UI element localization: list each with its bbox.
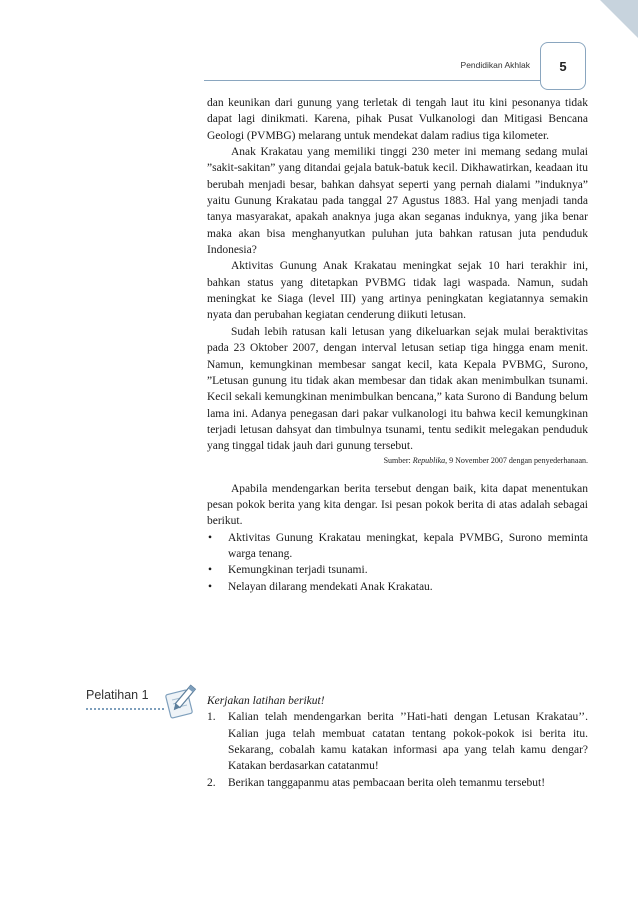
- source-prefix: Sumber:: [383, 455, 413, 465]
- paragraph-3: Aktivitas Gunung Anak Krakatau meningkat sejak 10 hari terakhir ini, bahkan status yang ditetapkan PVBMG tidak lagi waspada. Namun, sudah meningkat ke Siaga (level III) yang artinya peningkatan kegiatannya semakin nyata dan perubahan kegiatan cenderung diikuti letusan.: [207, 260, 588, 322]
- bullet-glyph: •: [208, 564, 213, 577]
- list-item: [207, 562, 588, 578]
- paragraph-1: dan keunikan dari gunung yang terletak di tengah laut itu kini pesonanya tidak dapat lagi dinikmati. Karena, pihak Pusat Vulkanologi dan Mitigasi Bencana Geologi (PVMBG) melarang untuk mendekat dalam radius tiga kilometer.: [207, 97, 588, 142]
- summary-intro: Apabila mendengarkan berita tersebut dengan baik, kita dapat menentukan pesan pokok berita yang kita dengar. Isi pesan pokok berita di atas adalah sebagai berikut.: [207, 482, 588, 528]
- bullet-glyph: •: [208, 580, 213, 593]
- pencil-paper-icon: [160, 682, 198, 720]
- page-number-tab: [540, 42, 586, 90]
- list-item: [207, 530, 588, 563]
- bullet-glyph: •: [208, 531, 213, 544]
- exercise-dotted-rule: [86, 708, 164, 710]
- exercise-instruction: Kerjakan latihan berikut!: [207, 695, 325, 707]
- page-corner-decoration: [600, 0, 638, 38]
- task-text: Kalian telah mendengarkan berita ’’Hati-hati dengan Letusan Krakatau’’. Kalian juga telah membuat catatan tentang pokok-pokok isi berita itu. Sekarang, cobalah kamu katakan informasi apa yang telah kamu dengar? Katakan berdasarkan catatanmu!: [228, 711, 588, 773]
- list-item-text: Nelayan dilarang mendekati Anak Krakatau.: [228, 580, 433, 593]
- task-number: 2.: [207, 776, 216, 789]
- article-body: [207, 95, 588, 595]
- source-citation: [207, 455, 588, 467]
- exercise-section: [207, 693, 588, 791]
- source-suffix: , 9 November 2007 dengan penyederhanaan.: [445, 455, 588, 465]
- paragraph-2: Anak Krakatau yang memiliki tinggi 230 meter ini memang sedang mulai ”sakit-sakitan” yang ditandai gejala batuk-batuk kecil. Dikhawatirkan, keadaan itu berubah menjadi besar, bahkan dahsyat seperti yang pernah dialami ”induknya” yaitu Gunung Krakatau pada tanggal 27 Agustus 1883. Hal yang menjadi tanda tanya masyarakat, apakah anaknya juga akan seganas induknya, yang jika benar maka akan bisa menghanyutkan puluhan juta bahkan ratusan juta penduduk Indonesia?: [207, 146, 588, 257]
- task-number: 1.: [207, 711, 216, 724]
- exercise-task-list: [207, 709, 588, 791]
- summary-list: [207, 530, 588, 595]
- spacer: [207, 467, 588, 481]
- list-item-text: Kemungkinan terjadi tsunami.: [228, 564, 368, 577]
- paragraph-4: Sudah lebih ratusan kali letusan yang dikeluarkan sejak mulai beraktivitas pada 23 Oktober 2007, dengan interval letusan setiap tiga hingga enam menit. Namun, kemungkinan membesar sangat kecil, kata Kepala PVBMG, Surono, ”Letusan gunung itu tidak akan membesar dan tidak akan menimbulkan tsunami. Kecil sekali kemungkinan menimbulkan bencana,” kata Surono di Bandung belum lama ini. Adanya penegasan dari pakar vulkanologi itu bahwa kecil kemungkinan terjadi letusan dahsyat dan timbulnya tsunami, tentu sedikit melegakan penduduk yang tinggal tidak jauh dari gunung tersebut.: [207, 325, 588, 453]
- task-text: Berikan tanggapanmu atas pembacaan berita oleh temanmu tersebut!: [228, 776, 546, 789]
- list-item: [207, 579, 588, 595]
- list-item-text: Aktivitas Gunung Krakatau meningkat, kepala PVMBG, Surono meminta warga tenang.: [228, 531, 588, 560]
- page-number: 5: [559, 58, 567, 74]
- source-publication: Republika: [412, 455, 446, 465]
- list-item: [207, 775, 588, 791]
- header-rule: [204, 80, 540, 81]
- list-item: [207, 709, 588, 774]
- running-header-title: Pendidikan Akhlak: [460, 60, 530, 70]
- exercise-label: Pelatihan 1: [86, 688, 149, 702]
